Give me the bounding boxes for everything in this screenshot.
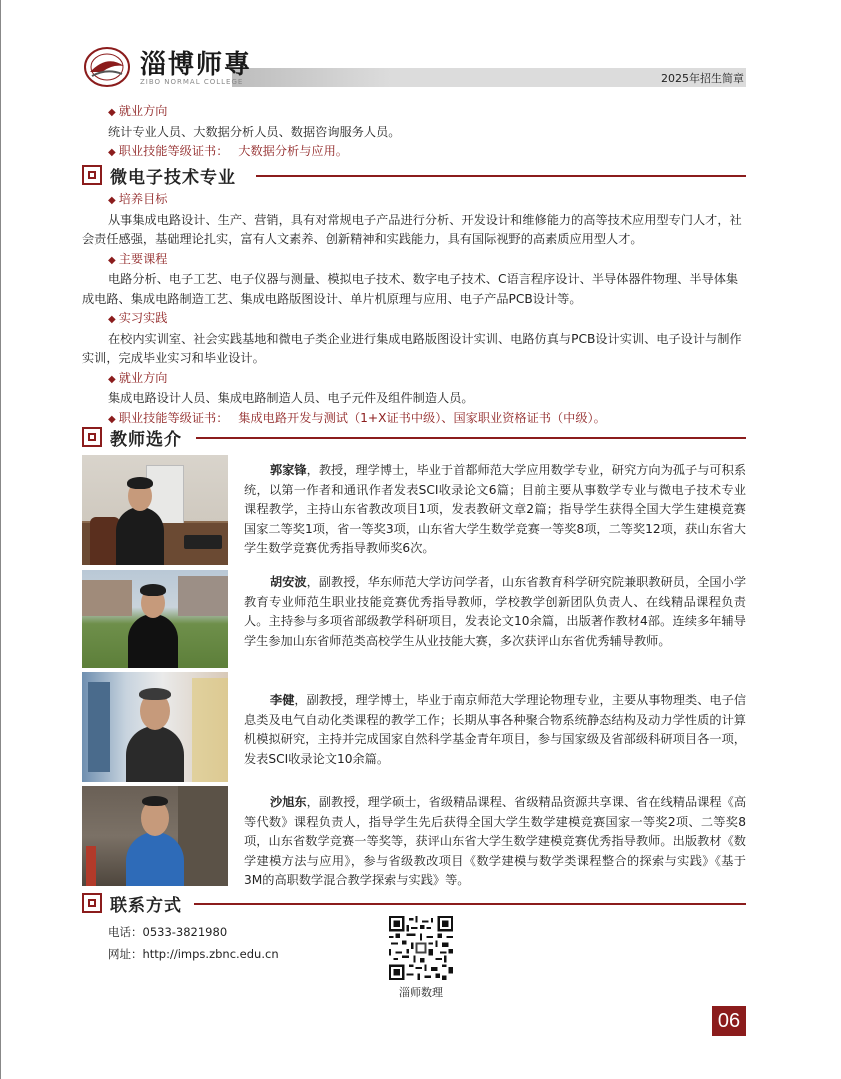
teacher-bio	[244, 461, 746, 559]
practice-text: 在校内实训室、社会实践基地和微电子类企业进行集成电路版图设计实训、电路仿真与PCB设计实训、电子设计与制作实训，完成毕业实习和毕业设计。	[82, 331, 742, 365]
qr-code-icon	[389, 916, 453, 980]
teacher-bio-text: ，副教授，华东师范大学访问学者，山东省教育科学研究院兼职教研员，全国小学教育专业师范生职业技能竞赛优秀指导教师，学校教学创新团队负责人、在线精品课程负责人。主持参与多项省部级教学科研项目，发表论文10余篇，出版著作教材4部。连续多年辅导学生参加山东省师范类高校学生从业技能大赛，多次获评山东省优秀辅导教师。	[244, 575, 747, 648]
college-brand-en: ZIBO NORMAL COLLEGE	[140, 78, 244, 86]
teacher-name: 沙旭东	[270, 795, 307, 809]
teacher-bio	[244, 573, 746, 651]
employment-label: ◆ 就业方向	[82, 369, 746, 390]
section-teachers	[82, 425, 746, 451]
teacher-photo	[82, 786, 228, 886]
section-rule	[196, 437, 746, 439]
section-marker-icon	[82, 893, 102, 913]
teacher-name: 胡安波	[270, 575, 307, 589]
teacher-bio	[244, 793, 746, 891]
section-rule	[256, 175, 746, 177]
brochure-title: 2025年招生简章	[661, 72, 744, 85]
teacher-bio-text: ，教授，理学博士，毕业于首都师范大学应用数学专业，研究方向为孤子与可积系统，以第一作者和通讯作者发表SCI收录论文6篇；目前主要从事数学专业与微电子技术专业课程教学，主持山东省教改项目1项，发表教研文章2篇；指导学生获得全国大学生建模竞赛国家二等奖1项，省一等奖3项，山东省大学生数学竞赛一等奖8项，二等奖12项，获山东省大学生数学竞赛优秀指导教师奖6次。	[244, 463, 747, 555]
section-title: 微电子技术专业	[110, 168, 236, 188]
cert-line	[82, 142, 746, 163]
contact-website[interactable]: 网址：http://imps.zbnc.edu.cn	[108, 947, 279, 961]
section-marker-icon	[82, 165, 102, 185]
employment-label: ◆ 就业方向	[82, 102, 746, 123]
header-bar-gradient	[232, 68, 392, 87]
college-logo-icon	[82, 46, 132, 88]
cert-text: 集成电路开发与测试（1+X证书中级）、国家职业资格证书（中级）。	[238, 410, 606, 425]
course-label: ◆ 主要课程	[82, 250, 746, 271]
section-marker-icon	[82, 427, 102, 447]
page-number: 06	[712, 1006, 746, 1036]
section-title: 教师选介	[110, 430, 182, 450]
prev-major-block	[82, 102, 746, 163]
cert-text: 大数据分析与应用。	[238, 144, 348, 158]
teacher-bio-text: ，副教授，理学硕士，省级精品课程、省级精品资源共享课、省在线精品课程《高等代数》课程负责人，指导学生先后获得全国大学生数学建模竞赛国家一等奖2项、二等奖8项，山东省数学竞赛一等奖等，获评山东省大学生数学建模竞赛优秀指导教师。出版教材《数学建模方法与应用》，参与省级教改项目《数学建模与数学类课程整合的探索与实践》《基于3M的高职数学混合教学探索与实践》等。	[244, 795, 747, 887]
teacher-bio	[244, 691, 746, 769]
cert-label: ◆ 职业技能等级证书：	[108, 144, 228, 158]
cert-label: ◆ 职业技能等级证书：	[108, 411, 228, 425]
employment-text: 统计专业人员、大数据分析人员、数据咨询服务人员。	[108, 124, 401, 139]
goal-text: 从事集成电路设计、生产、营销，具有对常规电子产品进行分析、开发设计和维修能力的高等技术应用型专门人才，社会责任感强，基础理论扎实，富有人文素养、创新精神和实践能力，具有国际视野的高素质应用型人才。	[82, 212, 742, 246]
teacher-photo	[82, 570, 228, 668]
teacher-photo	[82, 455, 228, 565]
practice-label: ◆ 实习实践	[82, 309, 746, 330]
teacher-bio-text: ，副教授，理学博士，毕业于南京师范大学理论物理专业，主要从事物理类、电子信息类及电气自动化类课程的教学工作；长期从事各种聚合物系统静态结构及动力学性质的计算机模拟研究，主持并完成国家自然科学基金青年项目，参与国家级及省部级科研项目各一项，发表SCI收录论文10余篇。	[244, 693, 747, 766]
section-title: 联系方式	[110, 896, 182, 916]
contact-info	[108, 921, 368, 965]
micro-block	[82, 190, 746, 429]
page-edge	[0, 0, 1, 1079]
section-contact	[82, 891, 746, 917]
qr-label: 淄师数理	[399, 986, 443, 999]
college-brand: 淄博师專	[140, 50, 253, 80]
contact-phone: 电话：0533-3821980	[108, 925, 228, 939]
teacher-photo	[82, 672, 228, 782]
employment-text: 集成电路设计人员、集成电路制造人员、电子元件及组件制造人员。	[108, 391, 474, 405]
goal-label: ◆ 培养目标	[82, 190, 746, 211]
teacher-name: 李健	[270, 693, 295, 707]
course-text: 电路分析、电子工艺、电子仪器与测量、模拟电子技术、数字电子技术、C语言程序设计、半导体器件物理、半导体集成电路、集成电路制造工艺、集成电路版图设计、单片机原理与应用、电子产品PCB设计等。	[82, 272, 739, 306]
teacher-name: 郭家锋	[270, 463, 307, 477]
section-micro	[82, 163, 746, 189]
section-rule	[194, 903, 746, 905]
